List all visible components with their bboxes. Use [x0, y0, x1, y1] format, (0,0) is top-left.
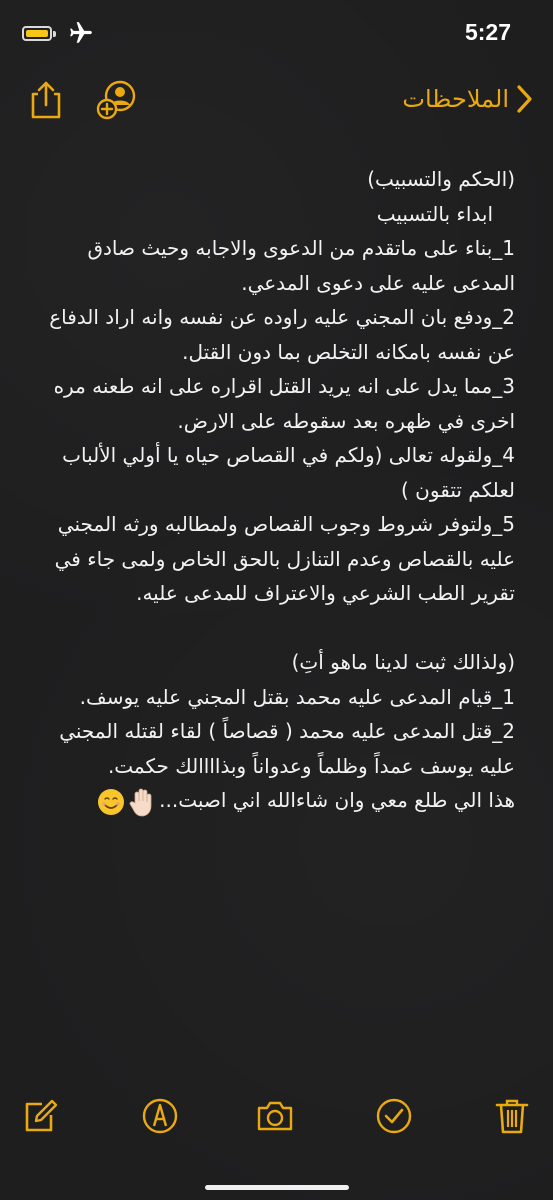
note-line: ابداء بالتسبيب: [376, 201, 493, 226]
note-line: (ولذالك ثبت لدينا ماهو أتِ): [291, 650, 515, 674]
chevron-right-icon: [515, 84, 533, 114]
share-icon[interactable]: [28, 80, 64, 120]
note-line: هذا الي طلع معي وان شاءالله اني اصبت...: [159, 788, 515, 812]
add-person-icon[interactable]: [96, 80, 138, 120]
note-line: 2_قتل المدعى عليه محمد ( قصاصاً ) لقاء لقتله المجني عليه يوسف عمداً وظلماً وعدواناً وبذاااالك حكمت.: [59, 719, 515, 778]
nav-bar: [0, 70, 553, 130]
note-line: 3_مما يدل على انه يريد القتل اقراره على انه طعنه مره اخرى في ظهره بعد سقوطه على الارض.: [53, 374, 515, 433]
note-line: 4_ولقوله تعالى (ولكم في القصاص حياه يا أولي الألباب لعلكم تتقون ): [62, 443, 515, 502]
bottom-toolbar: [0, 1096, 553, 1140]
markup-icon[interactable]: [140, 1096, 180, 1136]
note-line: (الحكم والتسبيب): [367, 167, 515, 191]
note-line: 1_قيام المدعى عليه محمد بقتل المجني عليه يوسف.: [79, 684, 515, 709]
note-blank-line: [36, 611, 515, 646]
note-last-line: [36, 783, 515, 818]
back-to-notes-button[interactable]: [402, 84, 533, 114]
camera-icon[interactable]: [255, 1096, 295, 1136]
note-line: 2_ودفع بان المجني عليه راوده عن نفسه وانه اراد الدفاع عن نفسه بامكانه التخلص بما دون القتل.: [49, 305, 515, 364]
note-body[interactable]: [36, 162, 515, 818]
smiling-face-icon: [97, 788, 125, 816]
airplane-icon: [68, 20, 94, 46]
compose-icon[interactable]: [20, 1096, 60, 1136]
home-indicator[interactable]: [205, 1185, 349, 1190]
note-line: 5_ولتوفر شروط وجوب القصاص ولمطالبه ورثه المجني عليه بالقصاص وعدم التنازل بالحق الخاص ولمى جاء في تقرير الطب الشرعي والاعتراف للمدعى عليه.: [54, 512, 515, 605]
battery-icon: [22, 26, 52, 41]
raised-hand-icon: [129, 787, 157, 817]
trash-icon[interactable]: [492, 1096, 532, 1136]
note-line: 1_بناء على ماتقدم من الدعوى والاجابه وحيث صادق المدعى عليه على دعوى المدعي.: [87, 236, 515, 295]
battery-cap: [53, 31, 56, 37]
back-label: الملاحظات: [402, 85, 509, 113]
checklist-icon[interactable]: [374, 1096, 414, 1136]
status-time: 5:27: [464, 19, 511, 45]
status-bar: [0, 0, 553, 70]
